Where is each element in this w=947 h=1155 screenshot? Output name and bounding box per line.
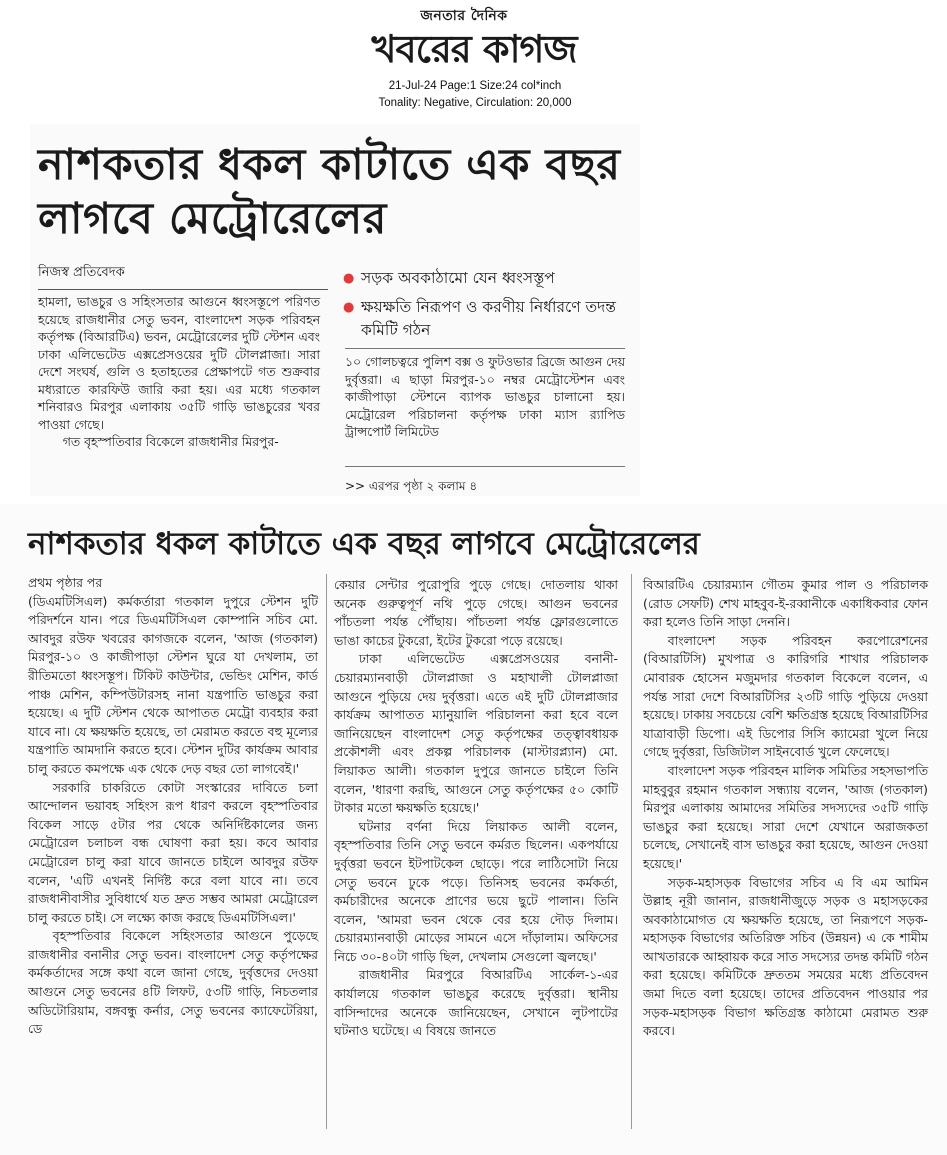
continued-from-kicker: প্রথম পৃষ্ঠার পর: [28, 575, 103, 590]
column-paragraph: ঢাকা এলিভেটেড এক্সপ্রেসওয়ের বনানী-চেয়ারম্যানবাড়ী টোলপ্লাজা ও মহাখালী টোলপ্লাজা আগুনে পুড়িয়ে দেয় দুর্বৃত্তরা। এতে এই দুটি টোলপ্লাজার কার্যক্রম আপাতত ম্যানুয়ালি পরিচালনা করা হবে বলে জানিয়েছেন বাংলাদেশ সেতু কর্তৃপক্ষের তত্ত্বাবধায়ক প্রকৌশলী এবং প্রকল্প পরিচালক (মাস্টারপ্ল্যান) মো. লিয়াকত আলী। গতকাল দুপুরে জানতে চাইলে তিনি বলেন, 'ধারণা করছি, আগুনে সেতু কর্তৃপক্ষের ৫০ কোটি টাকার মতো ক্ষয়ক্ষতি হয়েছে।': [334, 651, 618, 816]
column-paragraph: (ডিএমটিসিএল) কর্মকর্তারা গতকাল দুপুরে স্টেশন দুটি পরিদর্শনে যান। পরে ডিএমটিসিএল কোম্পানি সচিব মো. আবদুর রউফ খবরের কাগজকে বলেন, 'আজ (গতকাল) মিরপুর-১০ ও কাজীপাড়া স্টেশন ঘুরে যা দেখলাম, তা রীতিমতো ধ্বংসস্তূপ। টিকিট কাউন্টার, ভেন্ডিং মেশিন, কার্ড পাঞ্চ মেশিন, কম্পিউটারসহ নানা যন্ত্রপাতি ভাঙচুর করা হয়েছে। এ দুটি স্টেশন থেকে আপাতত মেট্রো ব্যবহার করা যাবে না। যে ক্ষয়ক্ষতি হয়েছে, তা মেরামত করতে বহু মূল্যের যন্ত্রপাতি আমদানি করতে হবে। স্টেশন দুটির কার্যক্রম আবার চালু করতে কমপক্ষে এক থেকে দেড় বছর তো লাগবেই।': [28, 593, 318, 776]
divider: [345, 466, 625, 467]
column-divider: [326, 574, 327, 1129]
front-page-headline: নাশকতার ধকল কাটাতে এক বছর লাগবে মেট্রোরেলের: [38, 140, 621, 244]
column-paragraph: ঘটনার বর্ণনা দিয়ে লিয়াকত আলী বলেন, বৃহস্পতিবার তিনি সেতু ভবনে কর্মরত ছিলেন। একপর্যায়ে দুর্বৃত্তরা ভবনে ইটপাটকেল ছোড়ে। পরে লাঠিসোটা নিয়ে সেতু ভবনে ঢুকে পড়ে। তিনিসহ ভবনের কর্মকর্তা, কর্মচারীদের অনেকে প্রাণের ভয়ে ছুটে পালান। তিনি বলেন, 'আমরা ভবন থেকে বের হয়ে দৌড় দিলাম। চেয়ারম্যানবাড়ী মোড়ের সামনে এসে দাঁড়ালাম। অফিসের নিচে ৩০-৪০টা গাড়ি ছিল, দেখলাম সেগুলো জ্বলছে।': [334, 818, 618, 964]
front-page-story: [38, 293, 320, 451]
continued-on-page-note: >> এরপর পৃষ্ঠা ২ কলাম ৪: [345, 479, 478, 493]
highlight-bullet: ● ক্ষয়ক্ষতি নিরূপণ ও করণীয় নির্ধারণে তদন্ত কমিটি গঠন: [343, 296, 633, 342]
masthead-tagline: জনতার দৈনিক: [420, 8, 508, 24]
byline: নিজস্ব প্রতিবেদক: [38, 263, 328, 290]
column-paragraph: বাংলাদেশ সড়ক পরিবহন মালিক সমিতির সহসভাপতি মাহবুবুর রহমান গতকাল সন্ধ্যায় বলেন, 'আজ (গতকাল) মিরপুর এলাকায় আমাদের সমিতির সদস্যদের ৩৫টি গাড়ি ভাঙচুর করা হয়েছে। সারা দেশে যেখানে অরাজকতা চলেছে, সেখানেই বাস ভাঙচুর করা হয়েছে, আগুন দেওয়া হয়েছে।': [643, 762, 928, 871]
column-paragraph: বৃহস্পতিবার বিকেলে সহিংসতার আগুনে পুড়েছে রাজধানীর বনানীর সেতু ভবন। বাংলাদেশ সেতু কর্তৃপক্ষের কর্মকর্তাদের সঙ্গে কথা বলে জানা গেছে, দুর্বৃত্তদের দেওয়া আগুনে সেতু ভবনের ৪টি লিফট, ৫৩টি গাড়ি, নিচতলার অডিটোরিয়াম, বঙ্গবন্ধু কর্নার, সেতু ভবনের ক্যাফেটেরিয়া, ডে: [28, 928, 318, 1037]
clipping-meta-date-size: 21-Jul-24 Page:1 Size:24 col*inch: [388, 80, 562, 92]
column-paragraph: সড়ক-মহাসড়ক বিভাগের সচিব এ বি এম আমিন উল্লাহ নূরী জানান, রাজধানীজুড়ে সড়ক ও মহাসড়কের অবকাঠামোগত যে ক্ষয়ক্ষতি হয়েছে, তা নিরূপণে সড়ক-মহাসড়ক বিভাগের অতিরিক্ত সচিব (উন্নয়ন) এ কে শামীম আখতারকে আহ্বায়ক করে সাত সদস্যের তদন্ত কমিটি গঠন করা হয়েছে। কমিটিকে দ্রুততম সময়ের মধ্যে প্রতিবেদন জমা দিতে বলা হয়েছে। তাদের প্রতিবেদন পাওয়ার পর সড়ক-মহাসড়ক বিভাগ ক্ষতিগ্রস্ত কাঠামো মেরামত শুরু করবে।: [643, 874, 928, 1039]
story-paragraph: গত বৃহস্পতিবার বিকেলে রাজধানীর মিরপুর-: [62, 434, 279, 449]
clipping-meta-tonality: Tonality: Negative, Circulation: 20,000: [378, 97, 572, 109]
highlight-bullet: ● সড়ক অবকাঠামো যেন ধ্বংসস্তূপ: [343, 267, 633, 290]
column-paragraph: সরকারি চাকরিতে কোটা সংস্কারের দাবিতে চলা আন্দোলন ভয়াবহ সহিংস রূপ ধারণ করলে বৃহস্পতিবার বিকেল সাড়ে ৫টার পর থেকে অনির্দিষ্টকালের জন্য মেট্রোরেল চলাচল বন্ধ ঘোষণা করা হয়। কবে আবার মেট্রোরেল চালু করা যাবে জানতে চাইলে আবদুর রউফ বলেন, 'এটি এখনই নির্দিষ্ট করে বলা যাবে না। তবে রাজধানীবাসীর সুবিধার্থে যত দ্রুত সম্ভব আমরা মেট্রোরেল চালু করতে চাই। সে লক্ষ্যে কাজ করছে ডিএমটিসিএল।': [28, 779, 318, 925]
story-paragraph: হামলা, ভাঙচুর ও সহিংসতার আগুনে ধ্বংসস্তূপে পরিণত হয়েছে রাজধানীর সেতু ভবন, বাংলাদেশ সড়ক পরিবহন কর্তৃপক্ষ (বিআরটিএ) ভবন, মেট্রোরেলের দুটি স্টেশন এবং ঢাকা এলিভেটেড এক্সপ্রেসওয়ের দুটি টোলপ্লাজা। সারা দেশে সংঘর্ষ, গুলি ও হতাহতের প্রেক্ষাপটে গত শুক্রবার মধ্যরাতে কারফিউ জারি করা হয়। এর মধ্যে গতকাল শনিবারও মিরপুর এলাকায় ৩৫টি গাড়ি ভাঙচুরের খবর পাওয়া গেছে।: [38, 294, 320, 432]
column-divider: [631, 574, 632, 1129]
article-column-3: [643, 576, 928, 1041]
article-column-2: [334, 576, 618, 1041]
continuation-headline: নাশকতার ধকল কাটাতে এক বছর লাগবে মেট্রোরেলের: [28, 526, 700, 562]
column-paragraph: কেয়ার সেন্টার পুরোপুরি পুড়ে গেছে। দোতলায় থাকা অনেক গুরুত্বপূর্ণ নথি পুড়ে গেছে। আগুন ভবনের পাঁচতলা পর্যন্ত পৌঁছায়। পাঁচতলা পর্যন্ত ফ্লোরগুলোতে ভাঙা কাচের টুকরো, ইটের টুকরো পড়ে রয়েছে।: [334, 577, 618, 648]
column-paragraph: রাজধানীর মিরপুরে বিআরটিএ সার্কেল-১-এর কার্যালয়ে গতকাল ভাঙচুর করেছে দুর্বৃত্তরা। স্থানীয় বাসিন্দাদের অনেকে জানিয়েছেন, সেখানে লুটপাটের ঘটনাও ঘটেছে। এ বিষয়ে জানতে: [334, 967, 618, 1039]
column-paragraph: বাংলাদেশ সড়ক পরিবহন করপোরেশনের (বিআরটিসি) মুখপাত্র ও কারিগরি শাখার পরিচালক মোবারক হোসেন মজুমদার গতকাল বিকেলে বলেন, এ পর্যন্ত সারা দেশে বিআরটিসির ২৩টি গাড়ি পুড়িয়ে দেওয়া হয়েছে। ঢাকায় সবচেয়ে বেশি ক্ষতিগ্রস্ত হয়েছে বিআরটিসির যাত্রাবাড়ী ডিপো। এই ডিপোর সিসি ক্যামেরা খুলে নিয়ে গেছে দুর্বৃত্তরা, ডিজিটাল সাইনবোর্ড খুলে ফেলেছে।: [643, 632, 928, 760]
article-column-1: [28, 574, 318, 1039]
highlight-bullets: [343, 267, 633, 348]
column-paragraph: বিআরটিএ চেয়ারম্যান গৌতম কুমার পাল ও পরিচালক (রোড সেফটি) শেখ মাহবুব-ই-রব্বানীকে একাধিকবার ফোন করা হলেও তিনি সাড়া দেননি।: [643, 577, 928, 630]
front-page-story-continuation: ১০ গোলচত্বরে পুলিশ বক্স ও ফুটওভার ব্রিজে আগুন দেয় দুর্বৃত্তরা। এ ছাড়া মিরপুর-১০ নম্বর মেট্রোস্টেশন এবং কাজীপাড়া স্টেশনে ব্যাপক ভাঙচুর চালানো হয়। মেট্রোরেল পরিচালনা কর্তৃপক্ষ ঢাকা ম্যাস র‍্যাপিড ট্রান্সপোর্ট লিমিটেড: [345, 348, 625, 441]
masthead: [335, 4, 613, 70]
newspaper-name: খবরের কাগজ: [371, 27, 577, 71]
